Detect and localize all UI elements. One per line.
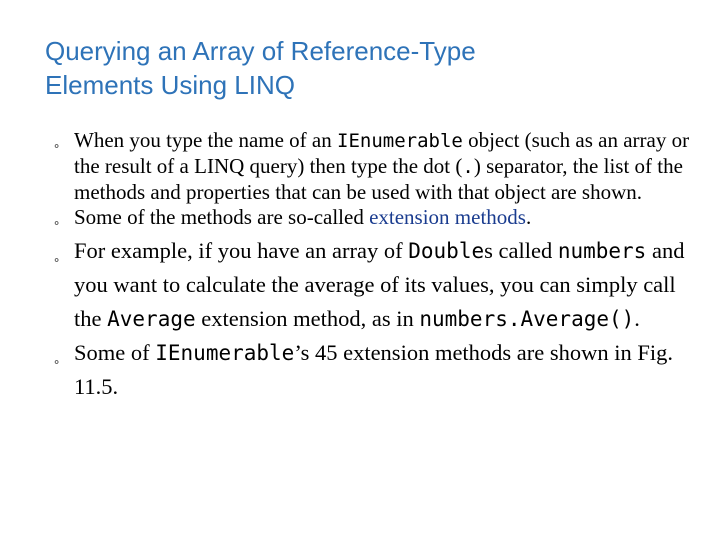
bullet-4-text: Some of (74, 340, 156, 365)
bullet-1-text-2: object (such as an array or the result of a LINQ query) then type the dot ( (74, 128, 690, 178)
bullet-3-text-3: and you want to calculate the average of its values, you can simply call the (74, 238, 685, 331)
bullet-3-text-4: extension method, as in (195, 306, 420, 331)
bullet-3-code-numbers-average-call: numbers.Average() (419, 307, 635, 331)
bullet-item-2 (52, 205, 692, 230)
bullet-1-code-dot: . (462, 156, 474, 178)
bullet-3-text-2: s called (484, 238, 558, 263)
title-line-1: Querying an Array of Reference-Type (45, 36, 476, 66)
bullet-3-text: For example, if you have an array of (74, 238, 409, 263)
bullet-1-text: When you type the name of an (74, 128, 337, 152)
bullet-3-code-numbers: numbers (557, 239, 647, 263)
ring-bullet-icon: ⚬ (52, 254, 62, 267)
bullet-item-4 (52, 336, 692, 404)
bullet-item-1 (52, 128, 692, 205)
title-line-2: Elements Using LINQ (45, 70, 295, 100)
bullet-1-code-ienumerable: IEnumerable (337, 130, 463, 152)
ring-bullet-icon: ⚬ (52, 356, 62, 369)
ring-bullet-icon: ⚬ (52, 140, 62, 153)
bullet-4-code-ienumerable: IEnumerable (155, 341, 295, 365)
bullet-item-3 (52, 234, 692, 336)
ring-bullet-icon: ⚬ (52, 217, 62, 230)
extension-methods-highlight: extension methods (369, 205, 526, 229)
bullet-4-text-2: ’s 45 extension methods are shown in Fig. 11.5. (74, 340, 674, 399)
bullet-2-text-2: . (525, 205, 532, 229)
bullet-3-code-double: Double (408, 239, 485, 263)
bullet-list (52, 128, 692, 404)
bullet-3-text-5: . (634, 306, 640, 331)
bullet-3-code-average: Average (107, 307, 196, 331)
bullet-2-text: Some of the methods are so-called (74, 205, 370, 229)
slide-title (45, 34, 685, 102)
bullet-1-text-3: ) separator, the list of the methods and properties that can be used with that object are shown. (74, 154, 683, 204)
